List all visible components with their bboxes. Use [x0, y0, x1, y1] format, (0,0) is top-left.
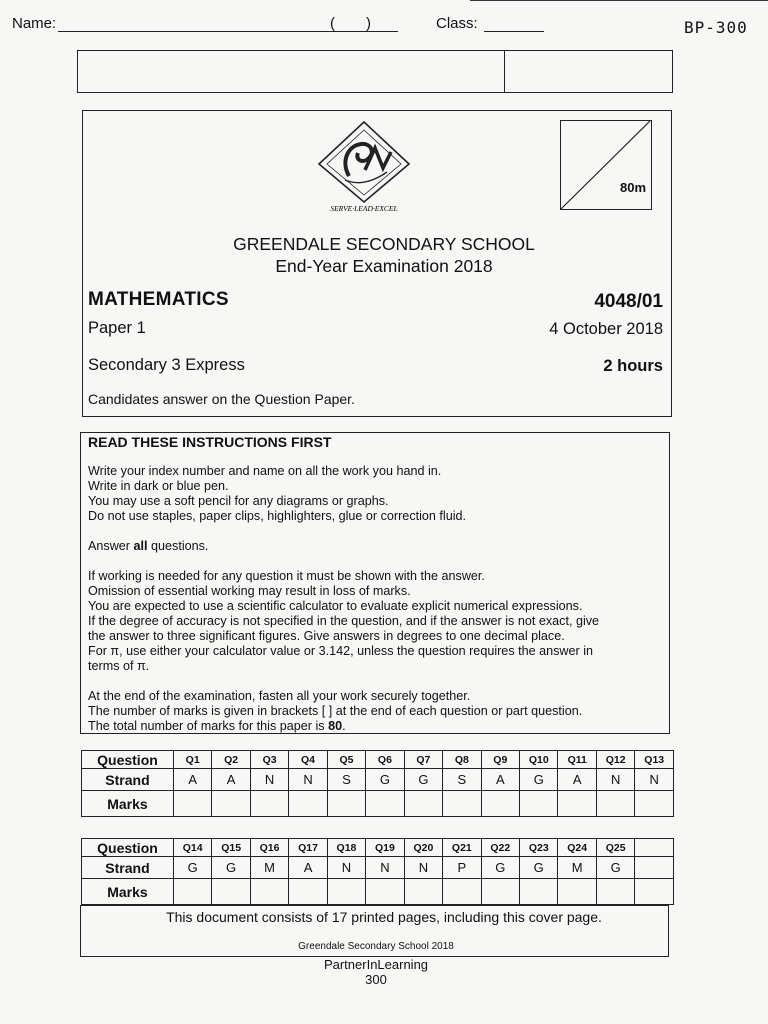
exam-date: 4 October 2018 — [549, 320, 663, 338]
marks-cell[interactable] — [520, 879, 558, 905]
school-logo-icon — [305, 118, 423, 218]
row-label-strand: Strand — [82, 769, 174, 791]
question-number-cell: Q5 — [327, 751, 365, 769]
strand-cell: M — [250, 857, 288, 879]
strand-cell: G — [520, 857, 558, 879]
subject-title: MATHEMATICS — [88, 289, 229, 310]
row-label-marks: Marks — [82, 879, 174, 905]
marks-cell[interactable] — [173, 879, 211, 905]
instruction-line: terms of π. — [88, 659, 150, 673]
scan-top-line — [470, 0, 768, 1]
strand-cell: G — [596, 857, 634, 879]
question-number-cell: Q17 — [289, 839, 327, 857]
question-number-cell: Q19 — [366, 839, 404, 857]
marks-cell[interactable] — [558, 879, 596, 905]
strand-cell: N — [596, 769, 634, 791]
pages-note: This document consists of 17 printed pages, including this cover page. — [166, 909, 602, 925]
marks-cell[interactable] — [596, 879, 634, 905]
question-number-cell: Q14 — [173, 839, 211, 857]
marks-cell[interactable] — [289, 791, 327, 817]
marks-cell[interactable] — [404, 791, 442, 817]
row-label-strand: Strand — [82, 857, 174, 879]
marks-cell[interactable] — [212, 879, 250, 905]
marks-cell[interactable] — [481, 879, 519, 905]
marks-table-2 — [81, 838, 674, 905]
instruction-line: the answer to three significant figures. Give answers in degrees to one decimal place. — [88, 629, 565, 643]
marks-cell[interactable] — [635, 879, 674, 905]
candidates-note: Candidates answer on the Question Paper. — [88, 391, 355, 407]
strand-cell: G — [404, 769, 442, 791]
marks-cell[interactable] — [404, 879, 442, 905]
paper-number: Paper 1 — [88, 319, 146, 337]
marks-cell[interactable] — [481, 791, 519, 817]
strand-cell: G — [173, 857, 211, 879]
total-pre: The total number of marks for this paper is — [88, 719, 329, 733]
answer-bold: all — [133, 539, 148, 553]
strand-cell: A — [212, 769, 250, 791]
document-code: BP-300 — [684, 18, 748, 37]
instructions-title: READ THESE INSTRUCTIONS FIRST — [88, 434, 332, 450]
instruction-line: Omission of essential working may result in loss of marks. — [88, 584, 411, 598]
question-number-cell: Q23 — [520, 839, 558, 857]
score-box[interactable] — [560, 120, 652, 210]
instruction-line: Do not use staples, paper clips, highlighters, glue or correction fluid. — [88, 509, 467, 523]
strand-cell: N — [366, 857, 404, 879]
marks-cell[interactable] — [327, 879, 365, 905]
strand-cell: S — [443, 769, 481, 791]
marks-table-1 — [81, 750, 674, 817]
question-number-cell: Q22 — [481, 839, 519, 857]
question-number-cell: Q3 — [250, 751, 288, 769]
strand-cell: M — [558, 857, 596, 879]
strand-cell — [635, 857, 674, 879]
row-divider — [504, 51, 505, 92]
instruction-line: Write in dark or blue pen. — [88, 479, 229, 493]
partner-label: PartnerInLearning — [323, 957, 429, 972]
strand-cell: N — [327, 857, 365, 879]
question-number-cell: Q24 — [558, 839, 596, 857]
answer-pre: Answer — [88, 539, 134, 553]
question-number-cell: Q13 — [635, 751, 674, 769]
strand-cell: N — [404, 857, 442, 879]
class-field[interactable] — [484, 31, 544, 32]
instruction-line: If working is needed for any question it must be shown with the answer. — [88, 569, 485, 583]
instruction-line: At the end of the examination, fasten all your work securely together. — [88, 689, 471, 703]
row-label-marks: Marks — [82, 791, 174, 817]
strand-cell: G — [366, 769, 404, 791]
marks-cell[interactable] — [635, 791, 674, 817]
school-name: GREENDALE SECONDARY SCHOOL — [233, 234, 535, 254]
question-number-cell — [635, 839, 674, 857]
marks-cell[interactable] — [212, 791, 250, 817]
strand-cell: A — [173, 769, 211, 791]
marks-cell[interactable] — [443, 791, 481, 817]
strand-cell: G — [520, 769, 558, 791]
answer-post: questions. — [147, 539, 209, 553]
question-number-cell: Q6 — [366, 751, 404, 769]
strand-cell: N — [250, 769, 288, 791]
instruction-line: You may use a soft pencil for any diagrams or graphs. — [88, 494, 389, 508]
strand-cell: A — [558, 769, 596, 791]
level: Secondary 3 Express — [88, 356, 245, 374]
marks-cell[interactable] — [443, 879, 481, 905]
total-marks-label: 80m — [620, 180, 647, 195]
question-number-cell: Q25 — [596, 839, 634, 857]
instructions-block-4 — [88, 689, 658, 734]
strand-cell: A — [289, 857, 327, 879]
instruction-line: Write your index number and name on all the work you hand in. — [88, 464, 442, 478]
score-diagonal — [560, 120, 652, 210]
question-number-cell: Q7 — [404, 751, 442, 769]
question-number-cell: Q15 — [212, 839, 250, 857]
total-marks: 80 — [328, 719, 343, 733]
question-number-cell: Q20 — [404, 839, 442, 857]
question-number-cell: Q10 — [520, 751, 558, 769]
instructions-block-3 — [88, 569, 658, 674]
name-label: Name: — [12, 15, 57, 32]
duration: 2 hours — [603, 357, 663, 375]
name-class-row — [77, 50, 673, 93]
marks-cell[interactable] — [596, 791, 634, 817]
question-number-cell: Q9 — [481, 751, 519, 769]
name-field[interactable] — [58, 31, 398, 32]
strand-cell: G — [481, 857, 519, 879]
marks-cell[interactable] — [289, 879, 327, 905]
strand-cell: N — [289, 769, 327, 791]
marks-cell[interactable] — [520, 791, 558, 817]
marks-cell[interactable] — [366, 879, 404, 905]
row-label-question: Question — [82, 839, 174, 857]
instruction-line: For π, use either your calculator value or 3.142, unless the question requires the answer in — [88, 644, 594, 658]
question-number-cell: Q11 — [558, 751, 596, 769]
question-number-cell: Q8 — [443, 751, 481, 769]
exam-title: End-Year Examination 2018 — [275, 256, 493, 276]
question-number-cell: Q4 — [289, 751, 327, 769]
instruction-line: The number of marks is given in brackets [ ] at the end of each question or part question. — [88, 704, 583, 718]
marks-cell[interactable] — [173, 791, 211, 817]
class-label: Class: — [436, 15, 478, 32]
strand-cell: N — [635, 769, 674, 791]
paper-code: 4048/01 — [594, 291, 663, 312]
question-number-cell: Q2 — [212, 751, 250, 769]
marks-cell[interactable] — [250, 879, 288, 905]
question-number-cell: Q12 — [596, 751, 634, 769]
paren-open: ( — [330, 15, 335, 32]
marks-cell[interactable] — [558, 791, 596, 817]
instructions-block-1 — [88, 464, 658, 524]
question-number-cell: Q21 — [443, 839, 481, 857]
instruction-line: You are expected to use a scientific calculator to evaluate explicit numerical expressions. — [88, 599, 583, 613]
paren-close: ) — [366, 15, 371, 32]
question-number-cell: Q1 — [173, 751, 211, 769]
total-post: . — [342, 719, 346, 733]
row-label-question: Question — [82, 751, 174, 769]
question-number-cell: Q18 — [327, 839, 365, 857]
instruction-line: If the degree of accuracy is not specified in the question, and if the answer is not exact, give — [88, 614, 600, 628]
strand-cell: A — [481, 769, 519, 791]
page-number: 300 — [365, 972, 387, 987]
logo-motto: SERVE·LEAD·EXCEL — [330, 204, 398, 213]
question-number-cell: Q16 — [250, 839, 288, 857]
marks-cell[interactable] — [250, 791, 288, 817]
instructions-answer-all — [88, 539, 658, 554]
marks-cell[interactable] — [366, 791, 404, 817]
marks-cell[interactable] — [327, 791, 365, 817]
strand-cell: P — [443, 857, 481, 879]
copyright: Greendale Secondary School 2018 — [298, 941, 454, 952]
strand-cell: S — [327, 769, 365, 791]
strand-cell: G — [212, 857, 250, 879]
